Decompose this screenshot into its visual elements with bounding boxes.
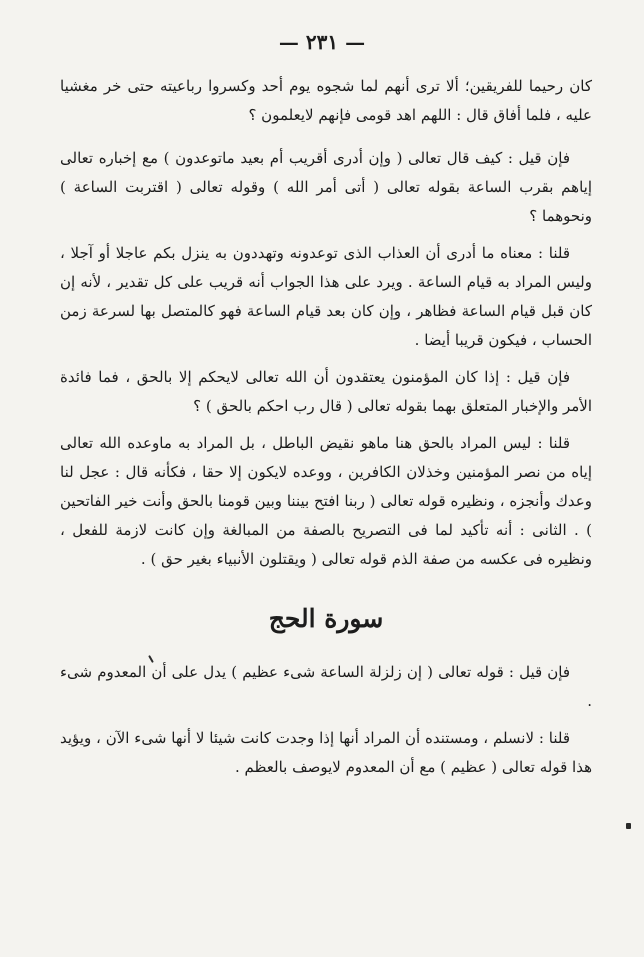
paragraph-7: قلنا : لانسلم ، ومستنده أن المراد أنها إذا وجدت كانت شيئا لا أنها شىء الآن ، ويؤيد هذا قوله تعالى ( عظيم ) مع أن المعدوم لايوصف بالعظم . xyxy=(60,729,592,776)
scan-speck xyxy=(626,823,631,829)
paragraph-1: كان رحيما للفريقين؛ ألا ترى أنهم لما شجوه يوم أحد وكسروا رباعيته حتى خر مغشيا عليه ، فلما أفاق قال : اللهم اهد قومى فإنهم لايعلمون ؟ xyxy=(60,77,592,124)
paragraph-2: فإن قيل : كيف قال تعالى ( وإن أدرى أقريب أم بعيد ماتوعدون ) مع إخباره تعالى إياهم بقرب الساعة بقوله تعالى ( أتى أمر الله ) وقوله تعالى ( اقتربت الساعة ) ونحوهما ؟ xyxy=(60,149,592,225)
page-number: — ٢٣١ — xyxy=(278,30,366,54)
paragraph-6: فإن قيل : قوله تعالى ( إن زلزلة الساعة شىء عظيم ) يدل على أن المعدوم شىء . xyxy=(60,663,592,710)
paragraph-5: قلنا : ليس المراد بالحق هنا ماهو نقيض الباطل ، بل المراد به ماوعده الله تعالى إياه من نصر المؤمنين وخذلان الكافرين ، ووعده لايكون إلا حقا ، فكأنه قال : عجل لنا وعدك وأنجزه ، ونظيره قوله تعالى ( ربنا افتح بيننا وبين قومنا بالحق وأنت خير الفاتحين ) . الثانى : أنه تأكيد لما فى التصريح بالصفة من المبالغة وإن كانت لازمة للفعل ، ونظيره فى عكسه من صفة الذم قوله تعالى ( ويقتلون الأنبياء بغير حق ) . xyxy=(60,434,592,568)
page-body xyxy=(60,72,592,790)
paragraph-3: قلنا : معناه ما أدرى أن العذاب الذى توعدونه وتهددون به ينزل بكم عاجلا أو آجلا ، وليس المراد به قيام الساعة . ويرد على هذا الجواب أنه قريب على كل تقدير ، لأنه إن كان قبل قيام الساعة فظاهر ، وإن كان بعد قيام الساعة فهو كالمتصل بها لسرعة زمن الحساب ، فيكون قريبا أيضا . xyxy=(60,244,592,349)
paragraph-4: فإن قيل : إذا كان المؤمنون يعتقدون أن الله تعالى لايحكم إلا بالحق ، فما فائدة الأمر والإخبار المتعلق بهما بقوله تعالى ( قال رب احكم بالحق ) ؟ xyxy=(60,368,592,415)
surah-title: سورة الحج xyxy=(268,604,384,633)
